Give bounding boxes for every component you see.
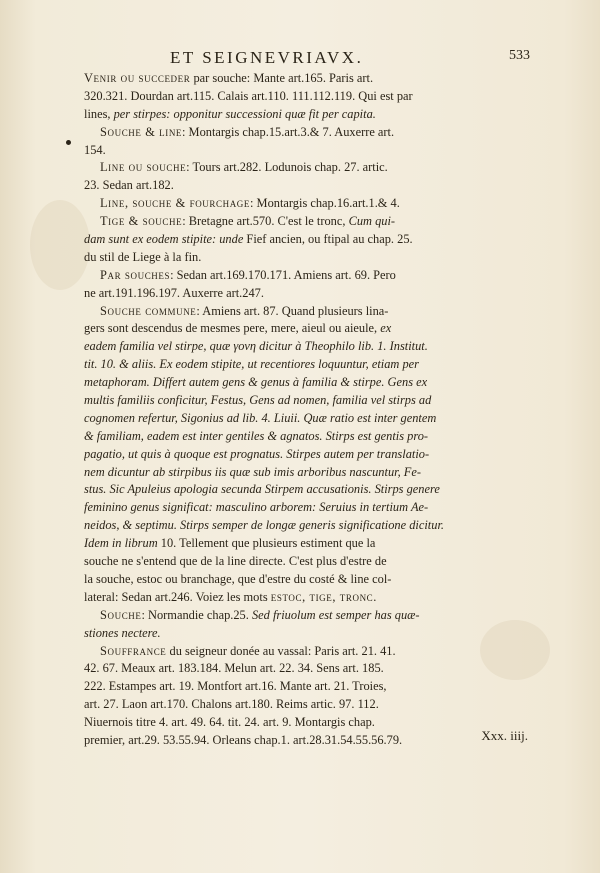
text-run: . [373, 589, 377, 604]
entry-term: Souche [100, 607, 142, 622]
latin-text: Sed friuolum est semper has quæ- [251, 607, 420, 622]
text-line [84, 374, 532, 392]
latin-text: eadem familia vel stirpe, quæ γονη dicitur à Theophilo lib. 1. Institut. [84, 339, 428, 354]
running-title: ET SEIGNEVRIAVX. [170, 48, 364, 67]
paper-stain [30, 200, 90, 290]
latin-text: pagatio, ut quis à quoque est prognatus. Stirpes autem per translatio- [84, 446, 430, 461]
text-line [84, 124, 532, 142]
text-line [84, 481, 532, 499]
text-line [84, 303, 532, 321]
text-run: la souche, estoc ou branchage, que d'estre du costé & line col- [84, 571, 392, 586]
text-line [84, 607, 532, 625]
latin-text: ex [380, 321, 392, 336]
text-line [84, 88, 532, 106]
text-line [84, 392, 532, 410]
text-line [84, 589, 532, 607]
body-text [84, 70, 532, 750]
text-line [84, 142, 532, 160]
entry-term: estoc, tige, tronc [270, 589, 374, 604]
entry-term: Souche commune [100, 303, 197, 318]
text-line [84, 535, 532, 553]
text-line [84, 70, 532, 88]
text-line [84, 285, 532, 303]
text-line [84, 195, 532, 213]
latin-text: multis familiis conficitur, Festus, Gens ad nomen, familia vel stirps ad [84, 393, 432, 408]
text-line [84, 643, 532, 661]
latin-text: nem dicuntur ab stirpibus iis quæ sub imis arboribus nascuntur, Fe- [84, 464, 421, 479]
text-line [84, 338, 532, 356]
entry-term: Souche & line [100, 124, 183, 139]
text-run: Niuernois titre 4. art. 49. 64. tit. 24. art. 9. Montargis chap. [84, 715, 375, 730]
text-line [84, 356, 532, 374]
text-run: 320.321. Dourdan art.115. Calais art.110. 111.112.119. Qui est par [84, 88, 413, 103]
text-run: 222. Estampes art. 19. Montfort art.16. Mante art. 21. Troies, [84, 679, 387, 694]
entry-term: Souffrance [100, 643, 167, 658]
latin-text: Cum qui- [348, 214, 396, 229]
entry-term: Tige & souche [100, 214, 183, 229]
text-run: : Tours art.282. Lodunois chap. 27. artic. [186, 160, 388, 175]
latin-text: dam sunt ex eodem stipite: unde [84, 232, 244, 247]
text-run: 23. Sedan art.182. [84, 178, 174, 193]
text-run: : Normandie chap.25. [141, 607, 252, 622]
text-line [84, 571, 532, 589]
text-line [84, 678, 532, 696]
text-run: lateral: Sedan art.246. Voiez les mots [84, 589, 271, 604]
page-header [80, 48, 530, 68]
text-line [84, 320, 532, 338]
latin-text: neidos, & septimu. Stirps semper de longæ generis significatione dicitur. [84, 518, 444, 533]
text-line [84, 660, 532, 678]
text-run: souche ne s'entend que de la line directe. C'est plus d'estre de [84, 554, 387, 569]
signature-mark: Xxx. iiij. [481, 728, 528, 743]
latin-text: Idem in librum [84, 536, 158, 551]
text-run: du seigneur donée au vassal: Paris art. 21. 41. [166, 643, 396, 658]
text-run: premier, art.29. 53.55.94. Orleans chap.1. art.28.31.54.55.56.79. [84, 732, 403, 747]
page-number: 533 [509, 48, 530, 63]
latin-text: per stirpes: opponitur successioni quæ fit per capita. [113, 106, 376, 121]
text-run: : Montargis chap.15.art.3.& 7. Auxerre art. [182, 124, 395, 139]
text-line [84, 428, 532, 446]
latin-text: metaphoram. Differt autem gens & genus à familia & stirpe. Gens ex [84, 375, 428, 390]
text-line [84, 159, 532, 177]
text-run: : Bretagne art.570. C'est le tronc, [182, 214, 349, 229]
text-line [84, 732, 532, 750]
latin-text: stiones nectere. [84, 625, 161, 640]
latin-text: & familiam, eadem est inter gentiles & agnatos. Stirps est gentis pro- [84, 428, 429, 443]
text-run: Fief ancien, ou ftipal au chap. 25. [243, 232, 413, 247]
text-line [84, 464, 532, 482]
entry-term: Line ou souche [100, 160, 187, 175]
text-line [84, 553, 532, 571]
text-line [84, 249, 532, 267]
text-line [84, 213, 532, 231]
latin-text: feminino genus significat: masculino arborem: Seruius in tertium Ae- [84, 500, 429, 515]
text-run: 154. [84, 142, 106, 157]
text-line [84, 625, 532, 643]
latin-text: tit. 10. & aliis. Ex eodem stipite, ut recentiores loquuntur, etiam per [84, 357, 419, 372]
entry-term: Venir ou succeder [84, 71, 191, 85]
text-line [84, 446, 532, 464]
entry-term: Par souches [100, 267, 171, 282]
text-run: art. 27. Laon art.170. Chalons art.180. Reims artic. 97. 112. [84, 697, 379, 712]
text-run: du stil de Liege à la fin. [84, 249, 202, 264]
margin-mark [66, 140, 71, 145]
text-run: par souche: Mante art.165. Paris art. [190, 71, 374, 85]
text-line [84, 106, 532, 124]
text-run: : Sedan art.169.170.171. Amiens art. 69. Pero [170, 267, 396, 282]
latin-text: cognomen refertur, Sigonius ad lib. 4. Liuii. Quæ ratio est inter gentem [84, 410, 437, 425]
text-run: ne art.191.196.197. Auxerre art.247. [84, 285, 264, 300]
text-run: 10. Tellement que plusieurs estiment que la [157, 536, 376, 551]
text-run: : Amiens art. 87. Quand plusieurs lina- [196, 303, 389, 318]
text-line [84, 714, 532, 732]
text-run: lines, [84, 106, 114, 121]
text-line [84, 499, 532, 517]
latin-text: stus. Sic Apuleius apologia secunda Stirpem accusationis. Stirps genere [84, 482, 440, 497]
text-line [84, 517, 532, 535]
text-line [84, 231, 532, 249]
text-run: 42. 67. Meaux art. 183.184. Melun art. 22. 34. Sens art. 185. [84, 661, 384, 676]
text-run: : Montargis chap.16.art.1.& 4. [250, 196, 400, 211]
text-line [84, 177, 532, 195]
text-line [84, 410, 532, 428]
entry-term: Line, souche & fourchage [100, 196, 251, 211]
text-line [84, 267, 532, 285]
text-run: gers sont descendus de mesmes pere, mere, aieul ou aieule, [84, 321, 381, 336]
text-line [84, 696, 532, 714]
